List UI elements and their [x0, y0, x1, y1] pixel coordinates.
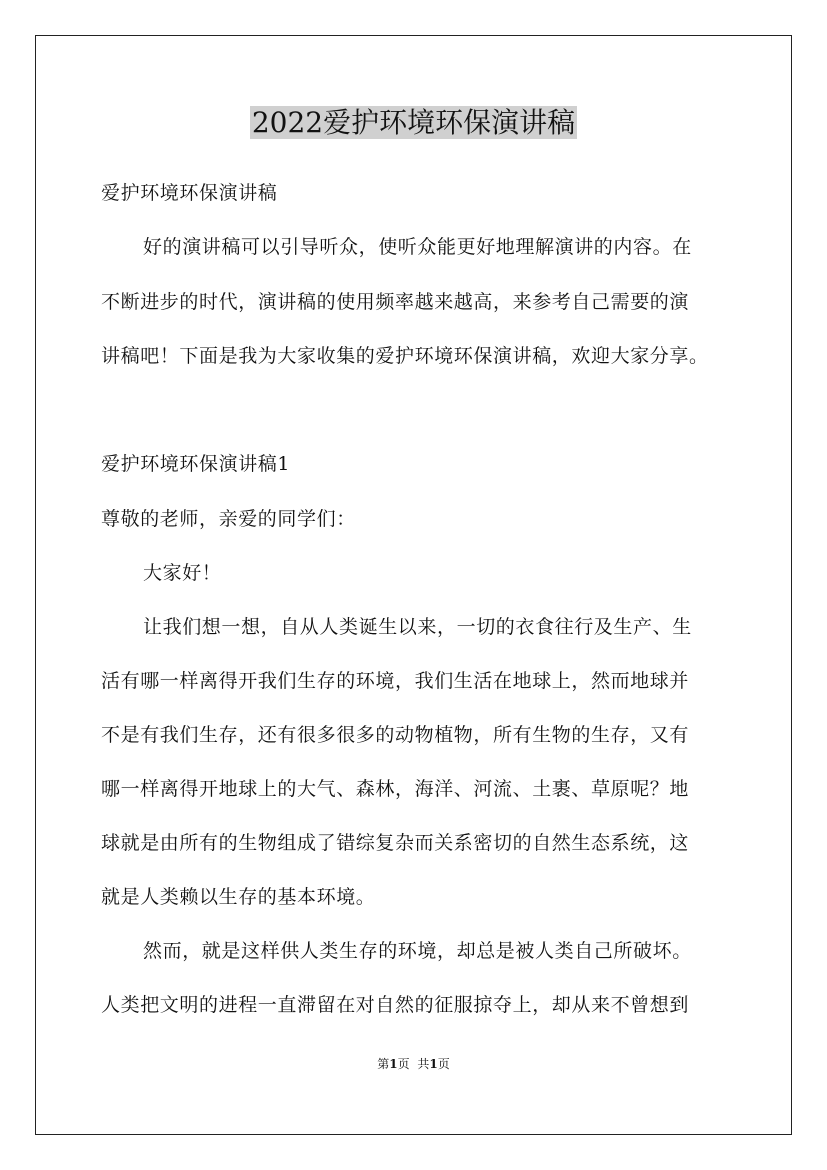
document-subtitle: 爱护环境环保演讲稿 — [101, 182, 278, 204]
footer-total-pages: 1 — [429, 1057, 438, 1071]
greeting: 大家好！ — [143, 562, 222, 584]
footer-page-suffix: 页 — [397, 1057, 410, 1071]
intro-line-2: 不断进步的时代，演讲稿的使用频率越来越高，来参考自己需要的演 — [101, 291, 690, 313]
paragraph2-line-1: 然而，就是这样供人类生存的环境，却总是被人类自己所破坏。 — [143, 940, 692, 962]
page-footer — [0, 1056, 827, 1072]
paragraph1-line-4: 哪一样离得开地球上的大气、森林，海洋、河流、土裹、草原呢？地 — [101, 778, 690, 800]
footer-total-suffix: 页 — [437, 1057, 450, 1071]
intro-line-1: 好的演讲稿可以引导听众，使听众能更好地理解演讲的内容。在 — [143, 236, 692, 258]
document-title-text: 2022爱护环境环保演讲稿 — [251, 106, 576, 139]
paragraph1-line-3: 不是有我们生存，还有很多很多的动物植物，所有生物的生存，又有 — [101, 724, 690, 746]
footer-page-number: 1 — [389, 1057, 398, 1071]
paragraph2-line-2: 人类把文明的进程一直滞留在对自然的征服掠夺上，却从来不曾想到 — [101, 994, 690, 1016]
document-title — [0, 103, 827, 143]
intro-line-3: 讲稿吧！下面是我为大家收集的爱护环境环保演讲稿，欢迎大家分享。 — [101, 345, 709, 367]
paragraph1-line-6: 就是人类赖以生存的基本环境。 — [101, 886, 376, 908]
paragraph1-line-2: 活有哪一样离得开我们生存的环境，我们生活在地球上，然而地球并 — [101, 670, 690, 692]
paragraph1-line-1: 让我们想一想，自从人类诞生以来，一切的衣食往行及生产、生 — [143, 616, 692, 638]
paragraph1-line-5: 球就是由所有的生物组成了错综复杂而关系密切的自然生态系统，这 — [101, 832, 690, 854]
footer-total-prefix: 共 — [417, 1057, 430, 1071]
salutation: 尊敬的老师，亲爱的同学们： — [101, 508, 356, 530]
footer-page-prefix: 第 — [377, 1057, 390, 1071]
section-heading: 爱护环境环保演讲稿1 — [101, 453, 291, 475]
